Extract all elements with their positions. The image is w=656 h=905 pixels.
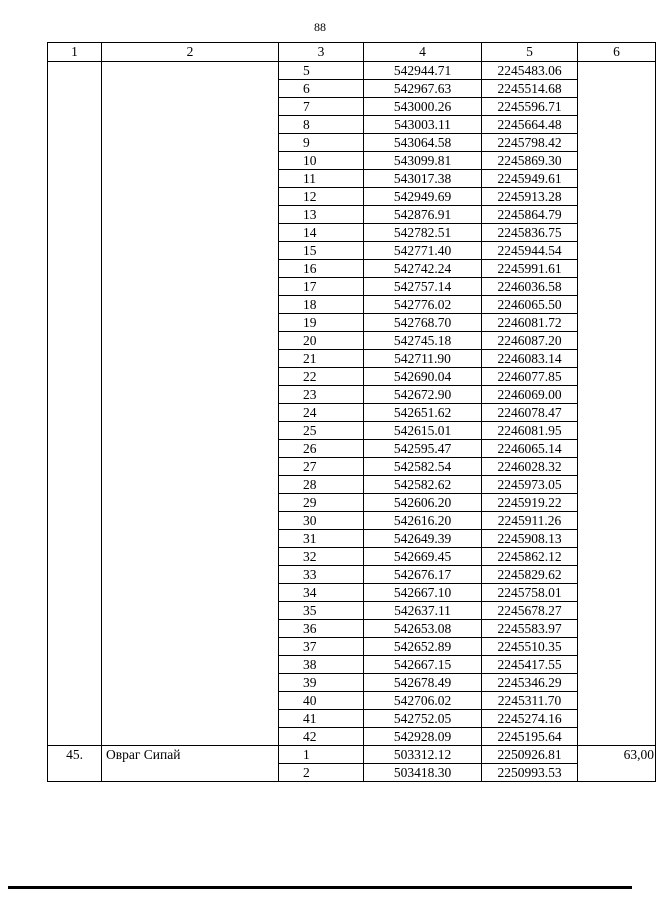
object-area: 63,00	[578, 746, 656, 782]
point-number: 27	[279, 458, 364, 476]
table-row	[48, 746, 656, 764]
coordinate-y: 2245836.75	[482, 224, 578, 242]
header-cell: 6	[578, 43, 656, 62]
coordinate-x: 543064.58	[364, 134, 482, 152]
coordinate-y: 2250993.53	[482, 764, 578, 782]
coordinate-y: 2250926.81	[482, 746, 578, 764]
coordinate-x: 542652.89	[364, 638, 482, 656]
point-number: 34	[279, 584, 364, 602]
point-number: 24	[279, 404, 364, 422]
coordinate-x: 542745.18	[364, 332, 482, 350]
coordinate-y: 2246028.32	[482, 458, 578, 476]
point-number: 33	[279, 566, 364, 584]
point-number: 37	[279, 638, 364, 656]
coordinate-y: 2246078.47	[482, 404, 578, 422]
point-number: 30	[279, 512, 364, 530]
coordinate-y: 2245991.61	[482, 260, 578, 278]
coordinate-y: 2245417.55	[482, 656, 578, 674]
point-number: 41	[279, 710, 364, 728]
coordinate-x: 542615.01	[364, 422, 482, 440]
coordinate-y: 2245949.61	[482, 170, 578, 188]
coordinate-y: 2246065.50	[482, 296, 578, 314]
coordinate-y: 2245908.13	[482, 530, 578, 548]
coordinate-x: 542637.11	[364, 602, 482, 620]
coordinate-y: 2245195.64	[482, 728, 578, 746]
header-cell: 4	[364, 43, 482, 62]
point-number: 29	[279, 494, 364, 512]
coordinate-x: 542928.09	[364, 728, 482, 746]
coordinate-x: 542669.45	[364, 548, 482, 566]
point-number: 38	[279, 656, 364, 674]
point-number: 21	[279, 350, 364, 368]
point-number: 12	[279, 188, 364, 206]
coordinate-y: 2245798.42	[482, 134, 578, 152]
point-number: 36	[279, 620, 364, 638]
point-number: 18	[279, 296, 364, 314]
point-number: 5	[279, 62, 364, 80]
coordinate-y: 2245678.27	[482, 602, 578, 620]
point-number: 25	[279, 422, 364, 440]
header-cell: 3	[279, 43, 364, 62]
coordinate-y: 2245869.30	[482, 152, 578, 170]
point-number: 32	[279, 548, 364, 566]
coordinate-y: 2245510.35	[482, 638, 578, 656]
coordinate-x: 503312.12	[364, 746, 482, 764]
area-cell	[578, 62, 656, 746]
coordinate-x: 542706.02	[364, 692, 482, 710]
point-number: 10	[279, 152, 364, 170]
point-number: 39	[279, 674, 364, 692]
coordinate-y: 2246081.95	[482, 422, 578, 440]
coordinate-x: 543099.81	[364, 152, 482, 170]
point-number: 26	[279, 440, 364, 458]
coordinate-y: 2245913.28	[482, 188, 578, 206]
table-row	[48, 62, 656, 80]
coordinate-x: 542782.51	[364, 224, 482, 242]
object-number-cell	[48, 62, 102, 746]
coordinate-y: 2246065.14	[482, 440, 578, 458]
point-number: 13	[279, 206, 364, 224]
coordinate-x: 542582.54	[364, 458, 482, 476]
point-number: 15	[279, 242, 364, 260]
object-name: Овраг Сипай	[102, 746, 279, 782]
point-number: 35	[279, 602, 364, 620]
coordinate-y: 2245758.01	[482, 584, 578, 602]
coordinate-x: 542752.05	[364, 710, 482, 728]
coordinate-x: 542757.14	[364, 278, 482, 296]
point-number: 17	[279, 278, 364, 296]
coordinate-y: 2245664.48	[482, 116, 578, 134]
coordinate-y: 2246069.00	[482, 386, 578, 404]
page-number: 88	[314, 20, 326, 34]
point-number: 20	[279, 332, 364, 350]
point-number: 6	[279, 80, 364, 98]
coordinate-y: 2246083.14	[482, 350, 578, 368]
header-cell: 5	[482, 43, 578, 62]
point-number: 14	[279, 224, 364, 242]
coordinate-x: 542672.90	[364, 386, 482, 404]
coordinate-x: 543003.11	[364, 116, 482, 134]
point-number: 1	[279, 746, 364, 764]
coordinate-y: 2245514.68	[482, 80, 578, 98]
point-number: 42	[279, 728, 364, 746]
coordinate-x: 542649.39	[364, 530, 482, 548]
coordinate-y: 2246081.72	[482, 314, 578, 332]
coordinate-x: 542711.90	[364, 350, 482, 368]
coordinate-y: 2245944.54	[482, 242, 578, 260]
coordinate-y: 2245864.79	[482, 206, 578, 224]
coordinate-y: 2245862.12	[482, 548, 578, 566]
header-row	[48, 43, 656, 62]
point-number: 11	[279, 170, 364, 188]
point-number: 2	[279, 764, 364, 782]
coordinate-x: 542967.63	[364, 80, 482, 98]
coordinate-y: 2245483.06	[482, 62, 578, 80]
coordinate-x: 542606.20	[364, 494, 482, 512]
coordinate-x: 543017.38	[364, 170, 482, 188]
coordinate-x: 542742.24	[364, 260, 482, 278]
point-number: 8	[279, 116, 364, 134]
coordinate-x: 542676.17	[364, 566, 482, 584]
coordinate-y: 2245274.16	[482, 710, 578, 728]
footer-rule	[8, 886, 632, 889]
header-cell: 1	[48, 43, 102, 62]
coordinate-y: 2246087.20	[482, 332, 578, 350]
point-number: 19	[279, 314, 364, 332]
point-number: 9	[279, 134, 364, 152]
coordinate-x: 542876.91	[364, 206, 482, 224]
coordinate-x: 542582.62	[364, 476, 482, 494]
coordinate-y: 2245346.29	[482, 674, 578, 692]
point-number: 16	[279, 260, 364, 278]
coordinate-x: 542595.47	[364, 440, 482, 458]
coordinate-x: 542667.15	[364, 656, 482, 674]
coordinate-x: 542651.62	[364, 404, 482, 422]
coordinate-y: 2246077.85	[482, 368, 578, 386]
coordinate-x: 542776.02	[364, 296, 482, 314]
coordinate-x: 542690.04	[364, 368, 482, 386]
object-number: 45.	[48, 746, 102, 782]
coordinate-x: 542678.49	[364, 674, 482, 692]
coordinate-y: 2245919.22	[482, 494, 578, 512]
coordinate-x: 543000.26	[364, 98, 482, 116]
coordinate-x: 542949.69	[364, 188, 482, 206]
coordinate-x: 542667.10	[364, 584, 482, 602]
coordinate-x: 542653.08	[364, 620, 482, 638]
header-cell: 2	[102, 43, 279, 62]
coordinate-y: 2245311.70	[482, 692, 578, 710]
coordinate-x: 542944.71	[364, 62, 482, 80]
point-number: 7	[279, 98, 364, 116]
coordinate-x: 542771.40	[364, 242, 482, 260]
coordinate-y: 2245829.62	[482, 566, 578, 584]
coordinate-y: 2245583.97	[482, 620, 578, 638]
coordinates-table	[47, 42, 656, 782]
coordinate-x: 503418.30	[364, 764, 482, 782]
point-number: 28	[279, 476, 364, 494]
coordinate-x: 542616.20	[364, 512, 482, 530]
coordinate-y: 2246036.58	[482, 278, 578, 296]
point-number: 31	[279, 530, 364, 548]
coordinate-y: 2245911.26	[482, 512, 578, 530]
point-number: 40	[279, 692, 364, 710]
coordinate-y: 2245973.05	[482, 476, 578, 494]
object-name-cell	[102, 62, 279, 746]
coordinate-x: 542768.70	[364, 314, 482, 332]
coordinate-y: 2245596.71	[482, 98, 578, 116]
point-number: 22	[279, 368, 364, 386]
point-number: 23	[279, 386, 364, 404]
